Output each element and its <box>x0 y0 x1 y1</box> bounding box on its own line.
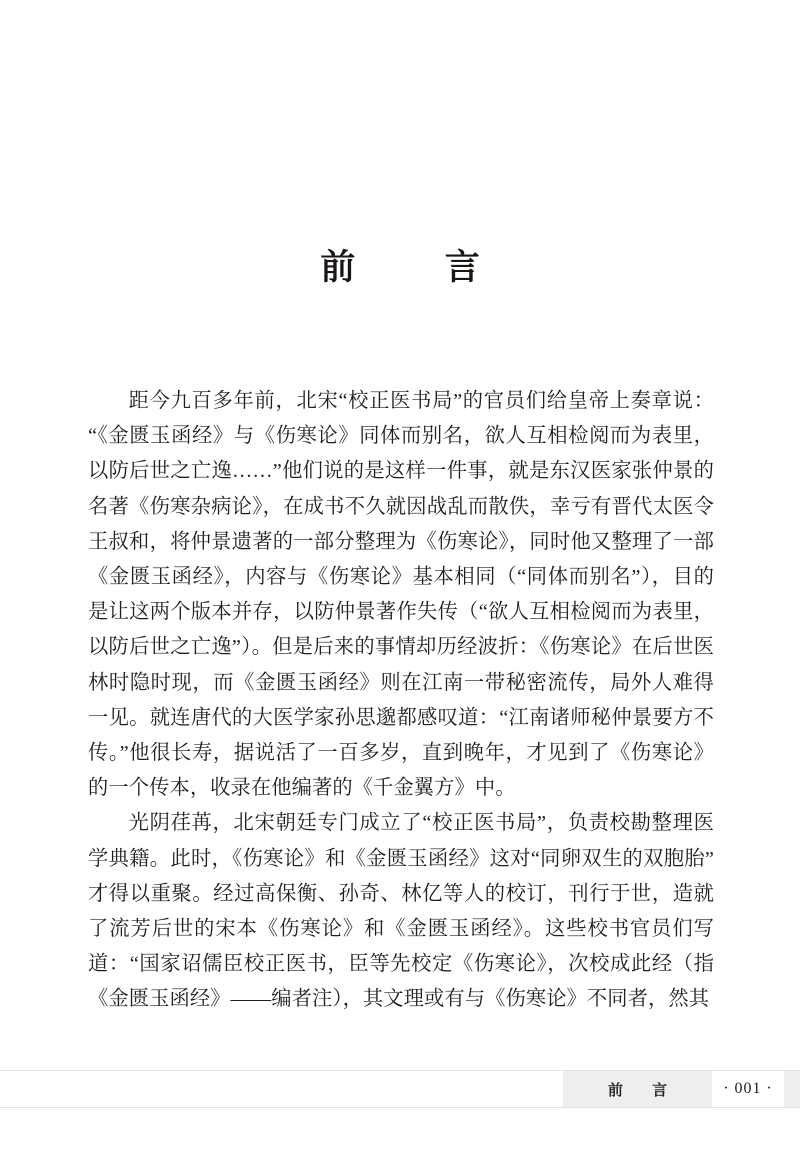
body-paragraph-1: 距今九百多年前，北宋“校正医书局”的官员们给皇帝上奏章说：“《金匮玉函经》与《伤寒论》同体而别名，欲人互相检阅而为表里，以防后世之亡逸……”他们说的是这样一件事，就是东汉医家张仲景的名著《伤寒杂病论》，在成书不久就因战乱而散佚，幸亏有晋代太医令王叔和，将仲景遗著的一部分整理为《伤寒论》，同时他又整理了一部《金匮玉函经》，内容与《伤寒论》基本相同（“同体而别名”），目的是让这两个版本并存，以防仲景著作失传（“欲人互相检阅而为表里，以防后世之亡逸”）。但是后来的事情却历经波折：《伤寒论》在后世医林时隐时现，而《金匮玉函经》则在江南一带秘密流传，局外人难得一见。就连唐代的大医学家孙思邈都感叹道：“江南诸师秘仲景要方不传。”他很长寿，据说活了一百多岁，直到晚年，才见到了《伤寒论》的一个传本，收录在他编著的《千金翼方》中。 <box>88 390 714 800</box>
page-title: 前 言 <box>320 248 502 289</box>
body-paragraph-2: 光阴荏苒，北宋朝廷专门成立了“校正医书局”，负责校勘整理医学典籍。此时，《伤寒论》和《金匮玉函经》这对“同卵双生的双胞胎”才得以重聚。经过高保衡、孙奇、林亿等人的校订，刊行于世，造就了流芳后世的宋本《伤寒论》和《金匮玉函经》。这些校书官员们写道：“国家诏儒臣校正医书，臣等先校定《伤寒论》，次校成此经（指《金匮玉函经》——编者注），其文理或有与《伤寒论》不同者，然其 <box>88 812 714 1011</box>
footer-left-spacer <box>0 1071 563 1107</box>
footer-right-spacer <box>784 1071 800 1107</box>
page-number: · 001 · <box>712 1071 784 1107</box>
page-footer <box>0 1070 800 1108</box>
body-text-block <box>88 384 714 1018</box>
footer-running-head: 前 言 <box>563 1071 712 1107</box>
